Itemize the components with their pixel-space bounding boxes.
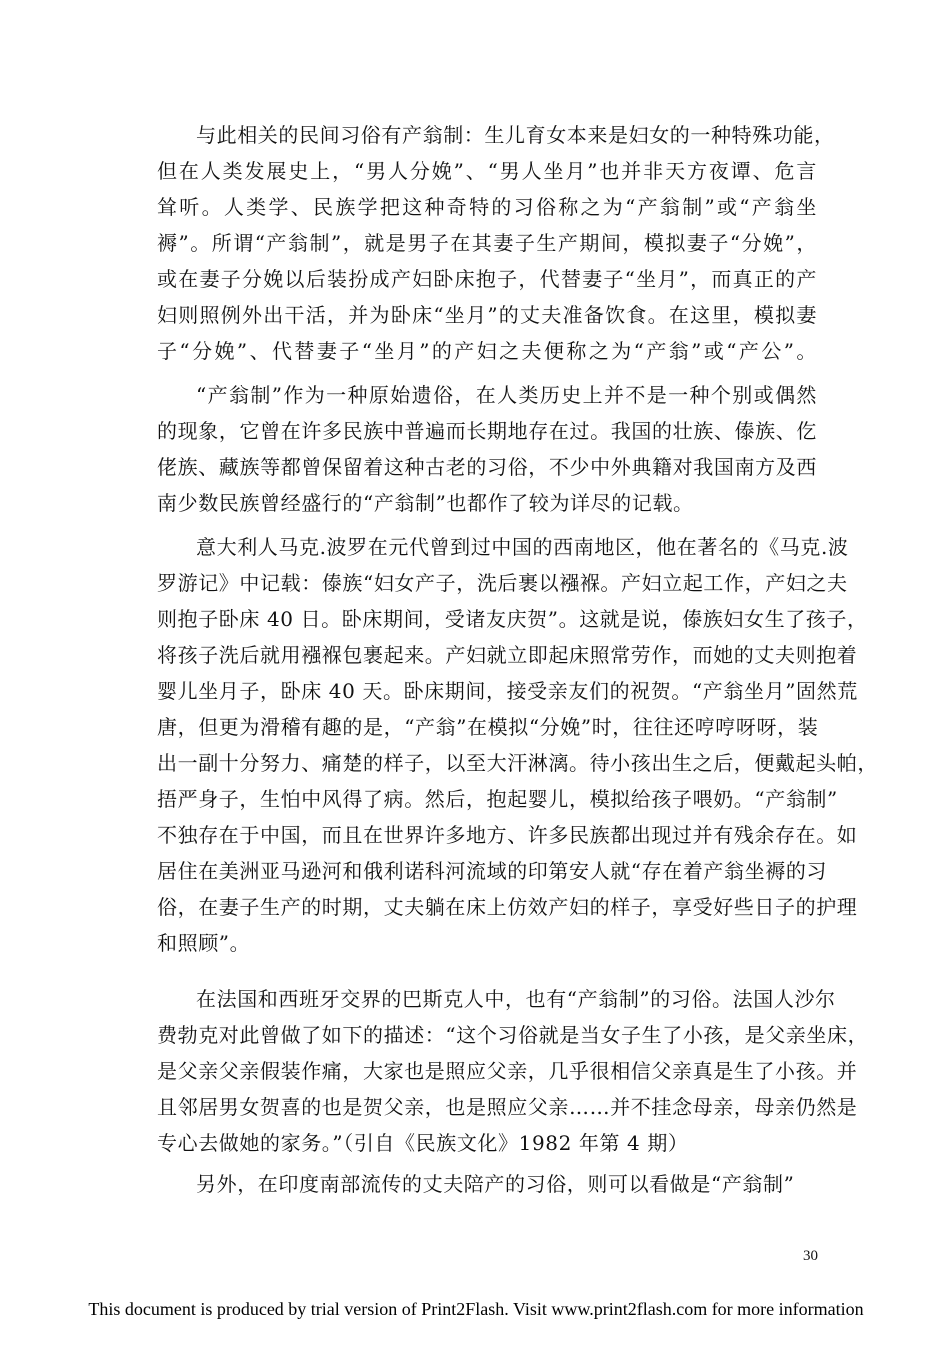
text-line: 但在人类发展史上，“男人分娩”、“男人坐月”也并非天方夜谭、危言 (157, 159, 817, 183)
text-line: 居住在美洲亚马逊河和俄利诺科河流域的印第安人就“存在着产翁坐褥的习 (157, 859, 828, 883)
text-line: 佬族、藏族等都曾保留着这种古老的习俗，不少中外典籍对我国南方及西 (157, 455, 817, 479)
text-line: 罗游记》中记载：傣族“妇女产子，洗后裹以襁褓。产妇立起工作，产妇之夫 (157, 571, 848, 595)
text-line: 费勃克对此曾做了如下的描述：“这个习俗就是当女子生了小孩，是父亲坐床， (157, 1023, 869, 1047)
text-line: “产翁制”作为一种原始遗俗，在人类历史上并不是一种个别或偶然 (196, 383, 817, 407)
text-line: 或在妻子分娩以后装扮成产妇卧床抱子，代替妻子“坐月”，而真正的产 (157, 267, 817, 291)
text-line: 意大利人马克.波罗在元代曾到过中国的西南地区，他在著名的《马克.波 (196, 535, 849, 559)
page-number: 30 (803, 1248, 818, 1264)
text-line: 唐，但更为滑稽有趣的是，“产翁”在模拟“分娩”时，往往还哼哼呀呀，装 (157, 715, 819, 739)
text-line: 妇则照例外出干活，并为卧床“坐月”的丈夫准备饮食。在这里，模拟妻 (157, 303, 817, 327)
text-line: 将孩子洗后就用襁褓包裹起来。产妇就立即起床照常劳作，而她的丈夫则抱着 (157, 643, 858, 667)
text-line: 专心去做她的家务。”（引自《民族文化》1982 年第 4 期） (157, 1131, 689, 1155)
text-line: 不独存在于中国，而且在世界许多地方、许多民族都出现过并有残余存在。如 (157, 823, 858, 847)
text-line: 与此相关的民间习俗有产翁制：生儿育女本来是妇女的一种特殊功能， (196, 123, 835, 147)
trial-version-notice: This document is produced by trial version of Print2Flash. Visit www.print2flash.com for more information (88, 1299, 864, 1319)
text-line: 另外，在印度南部流传的丈夫陪产的习俗，则可以看做是“产翁制” (196, 1172, 795, 1196)
text-line: 是父亲父亲假装作痛，大家也是照应父亲，几乎很相信父亲真是生了小孩。并 (157, 1059, 858, 1083)
text-line: 褥”。所谓“产翁制”，就是男子在其妻子生产期间，模拟妻子“分娩”， (157, 231, 817, 255)
text-line: 则抱子卧床 40 日。卧床期间，受诸友庆贺”。这就是说，傣族妇女生了孩子， (157, 607, 868, 631)
text-line: 耸听。人类学、民族学把这种奇特的习俗称之为“产翁制”或“产翁坐 (157, 195, 817, 219)
text-line: 子“分娩”、代替妻子“坐月”的产妇之夫便称之为“产翁”或“产公”。 (157, 339, 817, 363)
text-line: 且邻居男女贺喜的也是贺父亲，也是照应父亲……并不挂念母亲，母亲仍然是 (157, 1095, 858, 1119)
text-line: 和照顾”。 (157, 931, 251, 955)
text-line: 俗，在妻子生产的时期，丈夫躺在床上仿效产妇的样子，享受好些日子的护理 (157, 895, 858, 919)
text-line: 捂严身子，生怕中风得了病。然后，抱起婴儿，模拟给孩子喂奶。“产翁制” (157, 787, 838, 811)
text-line: 出一副十分努力、痛楚的样子，以至大汗淋漓。待小孩出生之后，便戴起头帕， (157, 751, 878, 775)
text-line: 南少数民族曾经盛行的“产翁制”也都作了较为详尽的记载。 (157, 491, 694, 515)
text-line: 婴儿坐月子，卧床 40 天。卧床期间，接受亲友们的祝贺。“产翁坐月”固然荒 (157, 679, 858, 703)
text-line: 的现象，它曾在许多民族中普遍而长期地存在过。我国的壮族、傣族、仡 (157, 419, 817, 443)
text-line: 在法国和西班牙交界的巴斯克人中，也有“产翁制”的习俗。法国人沙尔 (196, 987, 836, 1011)
